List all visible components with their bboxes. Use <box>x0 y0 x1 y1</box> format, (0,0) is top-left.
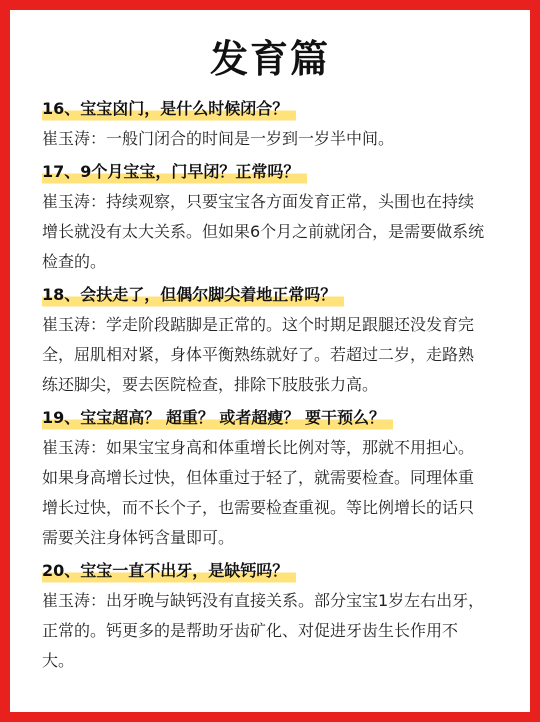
answer-line: 全，屈肌相对紧，身体平衡熟练就好了。若超过二岁，走路熟 <box>42 345 475 364</box>
answer-line: 如果身高增长过快，但体重过于轻了，就需要检查。同理体重 <box>42 468 475 487</box>
qa-item <box>42 280 532 400</box>
qa-list <box>42 94 532 676</box>
answer-line: 崔玉涛：学走阶段踮脚是正常的。这个时期足跟腿还没发育完 <box>42 315 475 334</box>
question-19: 19、宝宝超高？ 超重？ 或者超瘦？ 要干预么？ <box>42 403 393 433</box>
qa-item <box>42 94 532 154</box>
answer-line: 崔玉涛：一般门闭合的时间是一岁到一岁半中间。 <box>42 129 395 148</box>
answer-18 <box>42 310 532 400</box>
answer-line: 增长就没有太大关系。但如果6个月之前就闭合，是需要做系统 <box>42 222 485 241</box>
qa-item <box>42 403 532 553</box>
answer-line: 练还脚尖，要去医院检查，排除下肢肢张力高。 <box>42 375 379 394</box>
qa-item <box>42 157 532 277</box>
question-17: 17、9个月宝宝，门早闭？正常吗？ <box>42 157 307 187</box>
qa-item <box>42 556 532 676</box>
answer-line: 崔玉涛：持续观察，只要宝宝各方面发育正常，头围也在持续 <box>42 192 475 211</box>
answer-line: 崔玉涛：出牙晚与缺钙没有直接关系。部分宝宝1岁左右出牙， <box>42 591 485 610</box>
answer-line: 需要关注身体钙含量即可。 <box>42 528 235 547</box>
answer-line: 正常的。钙更多的是帮助牙齿矿化、对促进牙齿生长作用不 <box>42 621 459 640</box>
answer-17 <box>42 187 532 277</box>
page-title: 发育篇 <box>209 37 330 81</box>
answer-line: 大。 <box>42 651 75 670</box>
question-18: 18、会扶走了，但偶尔脚尖着地正常吗？ <box>42 280 344 310</box>
answer-20 <box>42 586 532 676</box>
answer-line: 增长过快，而不长个子，也需要检查重视。等比例增长的话只 <box>42 498 475 517</box>
answer-line: 检查的。 <box>42 252 107 271</box>
answer-16 <box>42 124 532 154</box>
question-16: 16、宝宝囟门，是什么时候闭合？ <box>42 94 296 124</box>
answer-19 <box>42 433 532 553</box>
answer-line: 崔玉涛：如果宝宝身高和体重增长比例对等，那就不用担心。 <box>42 438 475 457</box>
question-20: 20、宝宝一直不出牙，是缺钙吗？ <box>42 556 296 586</box>
